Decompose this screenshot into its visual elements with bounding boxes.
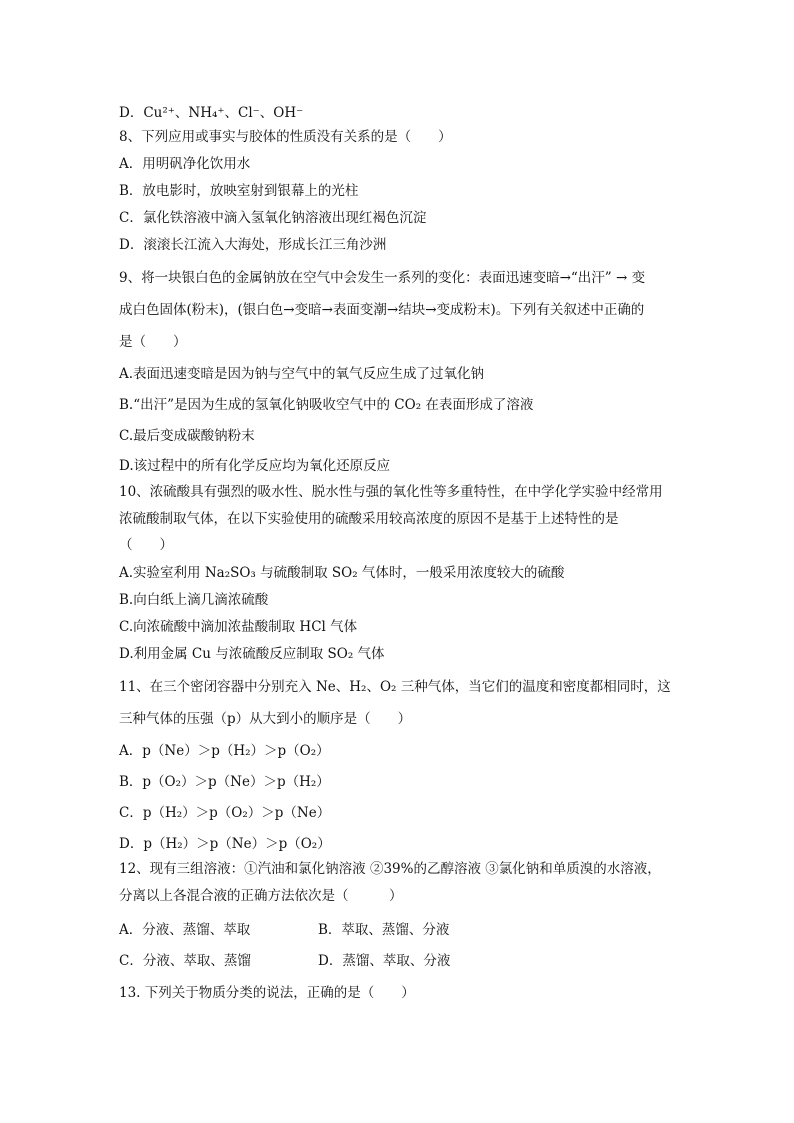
question-11-stem-line-1: 11、在三个密闭容器中分别充入 Ne、H₂、O₂ 三种气体，当它们的温度和密度都相同时，这 xyxy=(119,679,671,695)
question-8-option-c: C．氯化铁溶液中滴入氢氧化钠溶液出现红褐色沉淀 xyxy=(119,210,427,226)
question-10-option-d: D.利用金属 Cu 与浓硫酸反应制取 SO₂ 气体 xyxy=(119,646,385,662)
question-10-option-c: C.向浓硫酸中滴加浓盐酸制取 HCl 气体 xyxy=(119,619,358,635)
question-11-option-a: A．p（Ne）＞p（H₂）＞p（O₂） xyxy=(119,743,330,759)
question-11-stem-line-2: 三种气体的压强（p）从大到小的顺序是（ ） xyxy=(119,711,412,727)
question-9-option-a: A.表面迅速变暗是因为钠与空气中的氧气反应生成了过氧化钠 xyxy=(119,366,485,382)
question-8-option-a: A．用明矾净化饮用水 xyxy=(119,156,251,172)
question-11-option-b: B．p（O₂）＞p（Ne）＞p（H₂） xyxy=(119,774,330,790)
question-9-stem-line-3: 是（ ） xyxy=(119,334,187,350)
question-11-option-c: C．p（H₂）＞p（O₂）＞p（Ne） xyxy=(119,805,331,821)
question-10-stem-line-2: 浓硫酸制取气体，在以下实验使用的硫酸采用较高浓度的原因不是基于上述特性的是 xyxy=(119,511,619,527)
question-12-option-c: C．分液、萃取、蒸馏 xyxy=(119,953,251,969)
question-8-stem: 8、下列应用或事实与胶体的性质没有关系的是（ ） xyxy=(119,129,452,145)
question-12-option-a: A．分液、蒸馏、萃取 xyxy=(119,922,251,938)
question-11-option-d: D．p（H₂）＞p（Ne）＞p（O₂） xyxy=(119,836,331,852)
question-12-stem-line-1: 12、现有三组溶液：①汽油和氯化钠溶液 ②39%的乙醇溶液 ③氯化钠和单质溴的水溶液， xyxy=(119,861,661,877)
question-9-option-c: C.最后变成碳酸钠粉末 xyxy=(119,428,255,444)
question-text-line: D．Cu²⁺、NH₄⁺、Cl⁻、OH⁻ xyxy=(119,105,304,121)
question-9-stem-line-2: 成白色固体(粉末)，(银白色→变暗→表面变潮→结块→变成粉末)。下列有关叙述中正确的 xyxy=(119,302,645,318)
question-10-option-b: B.向白纸上滴几滴浓硫酸 xyxy=(119,592,269,608)
question-9-option-b: B.“出汗”是因为生成的氢氧化钠吸收空气中的 CO₂ 在表面形成了溶液 xyxy=(119,397,534,413)
question-9-stem-line-1: 9、将一块银白色的金属钠放在空气中会发生一系列的变化：表面迅速变暗→“出汗” → 变 xyxy=(119,270,646,286)
question-10-stem-line-3: （ ） xyxy=(119,537,173,553)
question-12-stem-line-2: 分离以上各混合液的正确方法依次是（ ） xyxy=(119,888,403,904)
question-12-option-b: B．萃取、蒸馏、分液 xyxy=(318,922,450,938)
question-12-option-d: D．蒸馏、萃取、分液 xyxy=(318,953,451,969)
question-9-option-d: D.该过程中的所有化学反应均为氧化还原反应 xyxy=(119,458,391,474)
question-8-option-b: B．放电影时，放映室射到银幕上的光柱 xyxy=(119,183,359,199)
question-13-stem: 13. 下列关于物质分类的说法，正确的是（ ） xyxy=(119,985,415,1001)
question-10-option-a: A.实验室利用 Na₂SO₃ 与硫酸制取 SO₂ 气体时，一般采用浓度较大的硫酸 xyxy=(119,565,565,581)
question-8-option-d: D．滚滚长江流入大海处，形成长江三角沙洲 xyxy=(119,237,387,253)
question-10-stem-line-1: 10、浓硫酸具有强烈的吸水性、脱水性与强的氧化性等多重特性，在中学化学实验中经常用 xyxy=(119,484,663,500)
